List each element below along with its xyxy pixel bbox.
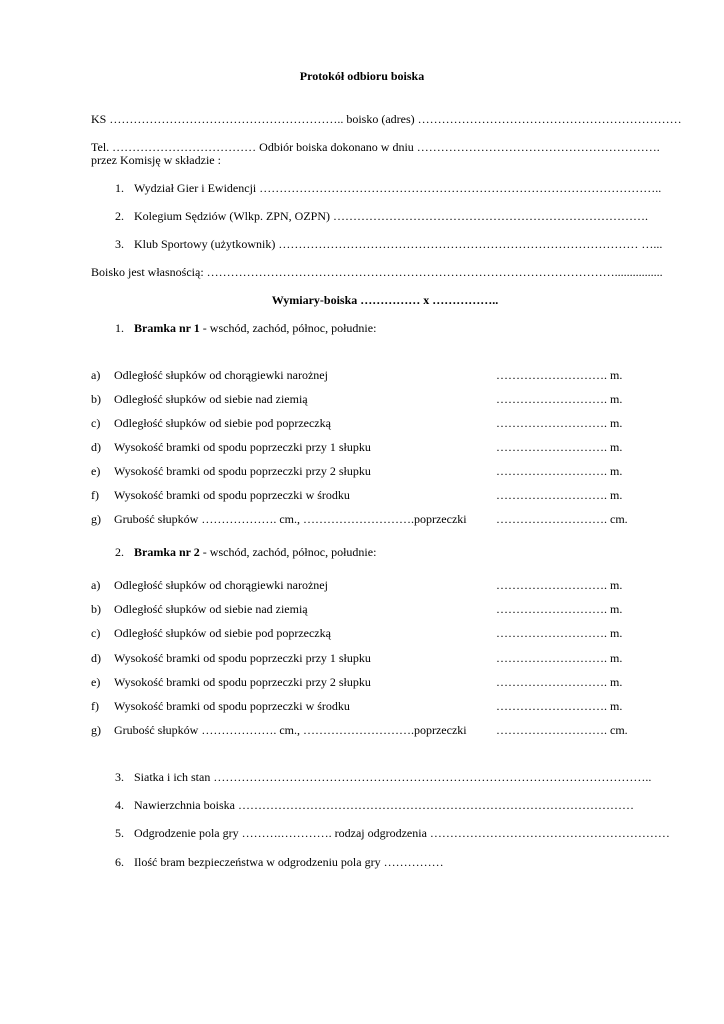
goal1-title: Bramka nr 1 <box>134 321 200 335</box>
list-number: 4. <box>115 798 124 812</box>
measurement-row <box>91 416 681 430</box>
commission-intro: przez Komisję w składzie : <box>91 153 221 167</box>
row-label: Wysokość bramki od spodu poprzeczki przy 1 słupku <box>114 440 371 454</box>
row-value-field: ………………………. cm. <box>496 723 628 737</box>
row-letter: b) <box>91 392 101 406</box>
row-label: Wysokość bramki od spodu poprzeczki przy 1 słupku <box>114 651 371 665</box>
row-letter: e) <box>91 464 101 478</box>
goal2-title: Bramka nr 2 <box>134 545 200 559</box>
row-label: Odległość słupków od chorągiewki narożnej <box>114 368 328 382</box>
measurement-row <box>91 440 681 454</box>
goal2-heading <box>134 545 376 559</box>
list-number: 3. <box>115 770 124 784</box>
list-number: 2. <box>115 545 124 559</box>
measurement-row <box>91 392 681 406</box>
net-condition-line: Siatka i ich stan ……………………………………………………………………………………………….. <box>134 770 652 784</box>
row-value-field: ………………………. m. <box>496 675 623 689</box>
row-letter: b) <box>91 602 101 616</box>
commission-item: Kolegium Sędziów (Wlkp. ZPN, OZPN) ……………………………………………………………………. <box>134 209 648 223</box>
row-label: Wysokość bramki od spodu poprzeczki przy 2 słupku <box>114 675 371 689</box>
row-label: Wysokość bramki od spodu poprzeczki w środku <box>114 488 350 502</box>
measurement-row <box>91 651 681 665</box>
row-label: Grubość słupków ………………. cm., ……………………….poprzeczki <box>114 512 467 526</box>
commission-item: Klub Sportowy (użytkownik) ……………………………………………………………………………… …... <box>134 237 663 251</box>
measurement-row <box>91 602 681 616</box>
row-letter: c) <box>91 416 101 430</box>
fencing-line: Odgrodzenie pola gry ……….…………. rodzaj odgrodzenia …………………………………………………… <box>134 826 670 840</box>
goal2-directions: - wschód, zachód, północ, południe: <box>199 545 377 559</box>
measurement-row <box>91 675 681 689</box>
row-value-field: ………………………. m. <box>496 626 623 640</box>
measurement-row <box>91 626 681 640</box>
list-number: 6. <box>115 855 124 869</box>
surface-line: Nawierzchnia boiska ……………………………………………………………………………………… <box>134 798 634 812</box>
list-number: 5. <box>115 826 124 840</box>
row-label: Odległość słupków od siebie pod poprzeczką <box>114 416 331 430</box>
document-title: Protokół odbioru boiska <box>299 69 425 83</box>
row-letter: f) <box>91 488 99 502</box>
ownership-line: Boisko jest własnością: …………………………………………………………………………………………................ <box>91 265 663 279</box>
row-letter: g) <box>91 723 101 737</box>
measurement-row <box>91 723 681 737</box>
measurement-row <box>91 699 681 713</box>
dimensions-heading: Wymiary-boiska …………… x …………….. <box>271 293 499 307</box>
row-label: Odległość słupków od siebie nad ziemią <box>114 602 308 616</box>
row-letter: d) <box>91 651 101 665</box>
row-letter: f) <box>91 699 99 713</box>
row-value-field: ………………………. m. <box>496 464 623 478</box>
measurement-row <box>91 512 681 526</box>
row-value-field: ………………………. m. <box>496 416 623 430</box>
row-value-field: ………………………. m. <box>496 602 623 616</box>
row-letter: a) <box>91 578 101 592</box>
row-label: Wysokość bramki od spodu poprzeczki w środku <box>114 699 350 713</box>
row-value-field: ………………………. m. <box>496 440 623 454</box>
row-letter: d) <box>91 440 101 454</box>
measurement-row <box>91 578 681 592</box>
row-letter: g) <box>91 512 101 526</box>
row-label: Odległość słupków od siebie nad ziemią <box>114 392 308 406</box>
row-letter: a) <box>91 368 101 382</box>
measurement-row <box>91 488 681 502</box>
goal1-heading <box>134 321 376 335</box>
safety-gates-line: Ilość bram bezpieczeństwa w odgrodzeniu pola gry …………… <box>134 855 444 869</box>
list-number: 1. <box>115 181 124 195</box>
row-value-field: ………………………. m. <box>496 651 623 665</box>
measurement-row <box>91 464 681 478</box>
row-label: Grubość słupków ………………. cm., ……………………….poprzeczki <box>114 723 467 737</box>
row-label: Odległość słupków od chorągiewki narożnej <box>114 578 328 592</box>
row-value-field: ………………………. m. <box>496 392 623 406</box>
measurement-row <box>91 368 681 382</box>
list-number: 1. <box>115 321 124 335</box>
row-label: Wysokość bramki od spodu poprzeczki przy 2 słupku <box>114 464 371 478</box>
row-value-field: ………………………. m. <box>496 699 623 713</box>
row-label: Odległość słupków od siebie pod poprzeczką <box>114 626 331 640</box>
row-value-field: ………………………. m. <box>496 488 623 502</box>
row-value-field: ………………………. cm. <box>496 512 628 526</box>
list-number: 3. <box>115 237 124 251</box>
row-letter: c) <box>91 626 101 640</box>
commission-item: Wydział Gier i Ewidencji ……………………………………………………………………………………….. <box>134 181 662 195</box>
goal1-directions: - wschód, zachód, północ, południe: <box>199 321 377 335</box>
phone-date-line: Tel. ……………………………… Odbiór boiska dokonano w dniu ……………………………………………………. <box>91 140 660 154</box>
list-number: 2. <box>115 209 124 223</box>
row-letter: e) <box>91 675 101 689</box>
row-value-field: ………………………. m. <box>496 368 623 382</box>
club-address-line: KS ………………………………………………….. boisko (adres) ………………………………………………………… <box>91 112 682 126</box>
row-value-field: ………………………. m. <box>496 578 623 592</box>
